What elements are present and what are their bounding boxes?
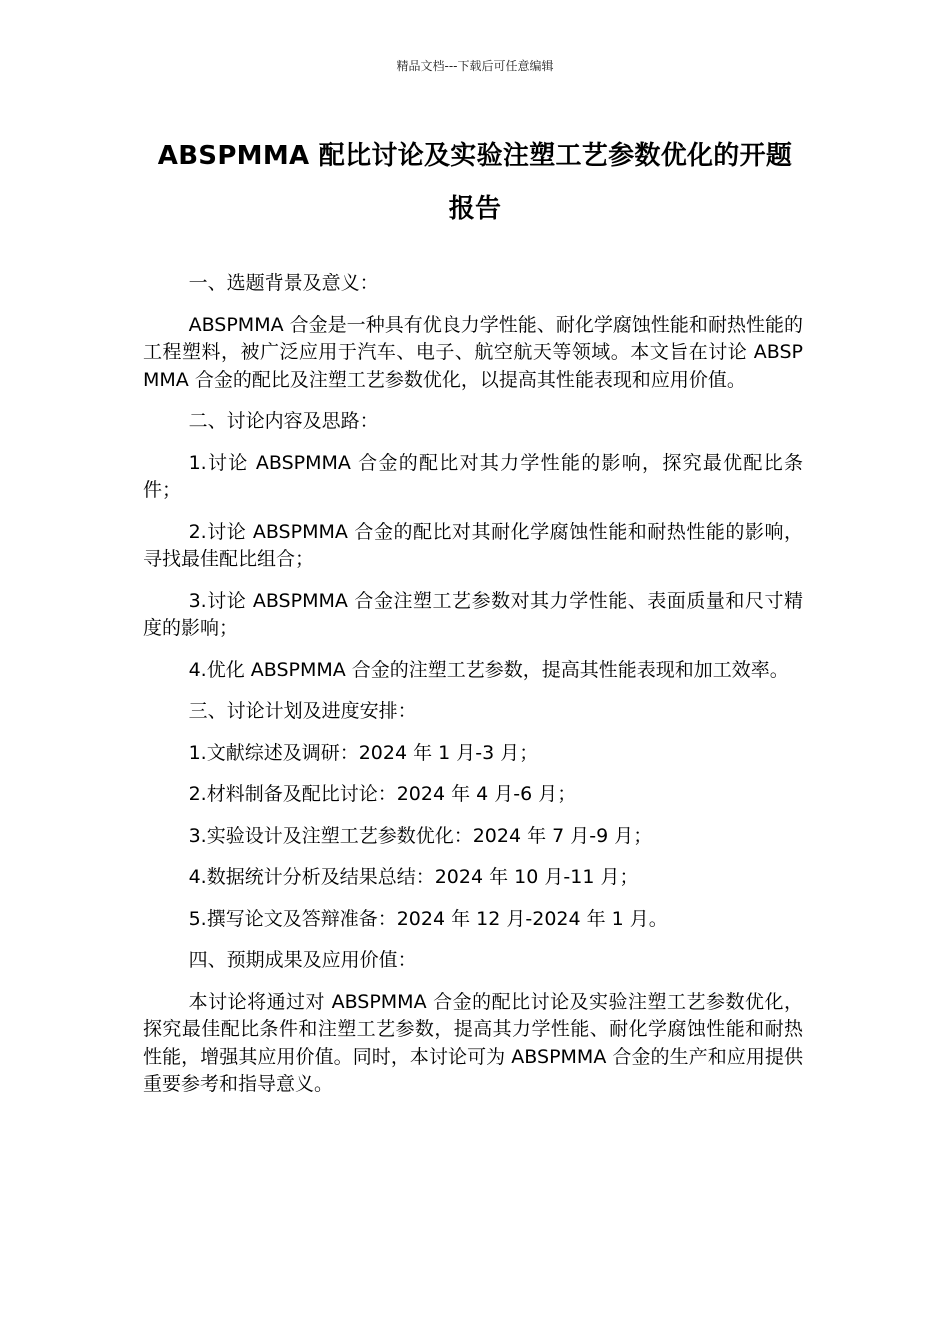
document-title: ABSPMMA 配比讨论及实验注塑工艺参数优化的开题报告 [157, 141, 793, 224]
list-item-content-2: 2.讨论 ABSPMMA 合金的配比对其耐化学腐蚀性能和耐热性能的影响，寻找最佳配比组合； [143, 520, 803, 570]
paragraph-background: ABSPMMA 合金是一种具有优良力学性能、耐化学腐蚀性能和耐热性能的工程塑料，被广泛应用于汽车、电子、航空航天等领域。本文旨在讨论 ABSPMMA 合金的配比及注塑工艺参数优化，以提高其性能表现和应用价值。 [143, 313, 803, 391]
list-item-content-1: 1.讨论 ABSPMMA 合金的配比对其力学性能的影响，探究最优配比条件； [143, 451, 803, 501]
section-heading-background: 一、选题背景及意义： [188, 272, 379, 294]
list-item-plan-5: 5.撰写论文及答辩准备：2024 年 12 月-2024 年 1 月。 [188, 907, 668, 930]
list-item-plan-3: 3.实验设计及注塑工艺参数优化：2024 年 7 月-9 月； [188, 824, 653, 847]
list-item-content-3: 3.讨论 ABSPMMA 合金注塑工艺参数对其力学性能、表面质量和尺寸精度的影响； [143, 589, 803, 639]
list-item-content-4: 4.优化 ABSPMMA 合金的注塑工艺参数，提高其性能表现和加工效率。 [188, 658, 789, 681]
list-item-plan-1: 1.文献综述及调研：2024 年 1 月-3 月； [188, 741, 539, 764]
section-heading-results: 四、预期成果及应用价值： [188, 949, 417, 971]
section-heading-content: 二、讨论内容及思路： [188, 410, 379, 432]
list-item-plan-2: 2.材料制备及配比讨论：2024 年 4 月-6 月； [188, 783, 577, 805]
list-item-plan-4: 4.数据统计分析及结果总结：2024 年 10 月-11 月； [188, 866, 639, 888]
section-heading-plan: 三、讨论计划及进度安排： [188, 700, 417, 722]
paragraph-results: 本讨论将通过对 ABSPMMA 合金的配比讨论及实验注塑工艺参数优化，探究最佳配比条件和注塑工艺参数，提高其力学性能、耐化学腐蚀性能和耐热性能，增强其应用价值。同时，本讨论可为 ABSPMMA 合金的生产和应用提供重要参考和指导意义。 [143, 990, 803, 1095]
page-header: 精品文档---下载后可任意编辑 [396, 59, 554, 73]
document-body [143, 270, 803, 1113]
